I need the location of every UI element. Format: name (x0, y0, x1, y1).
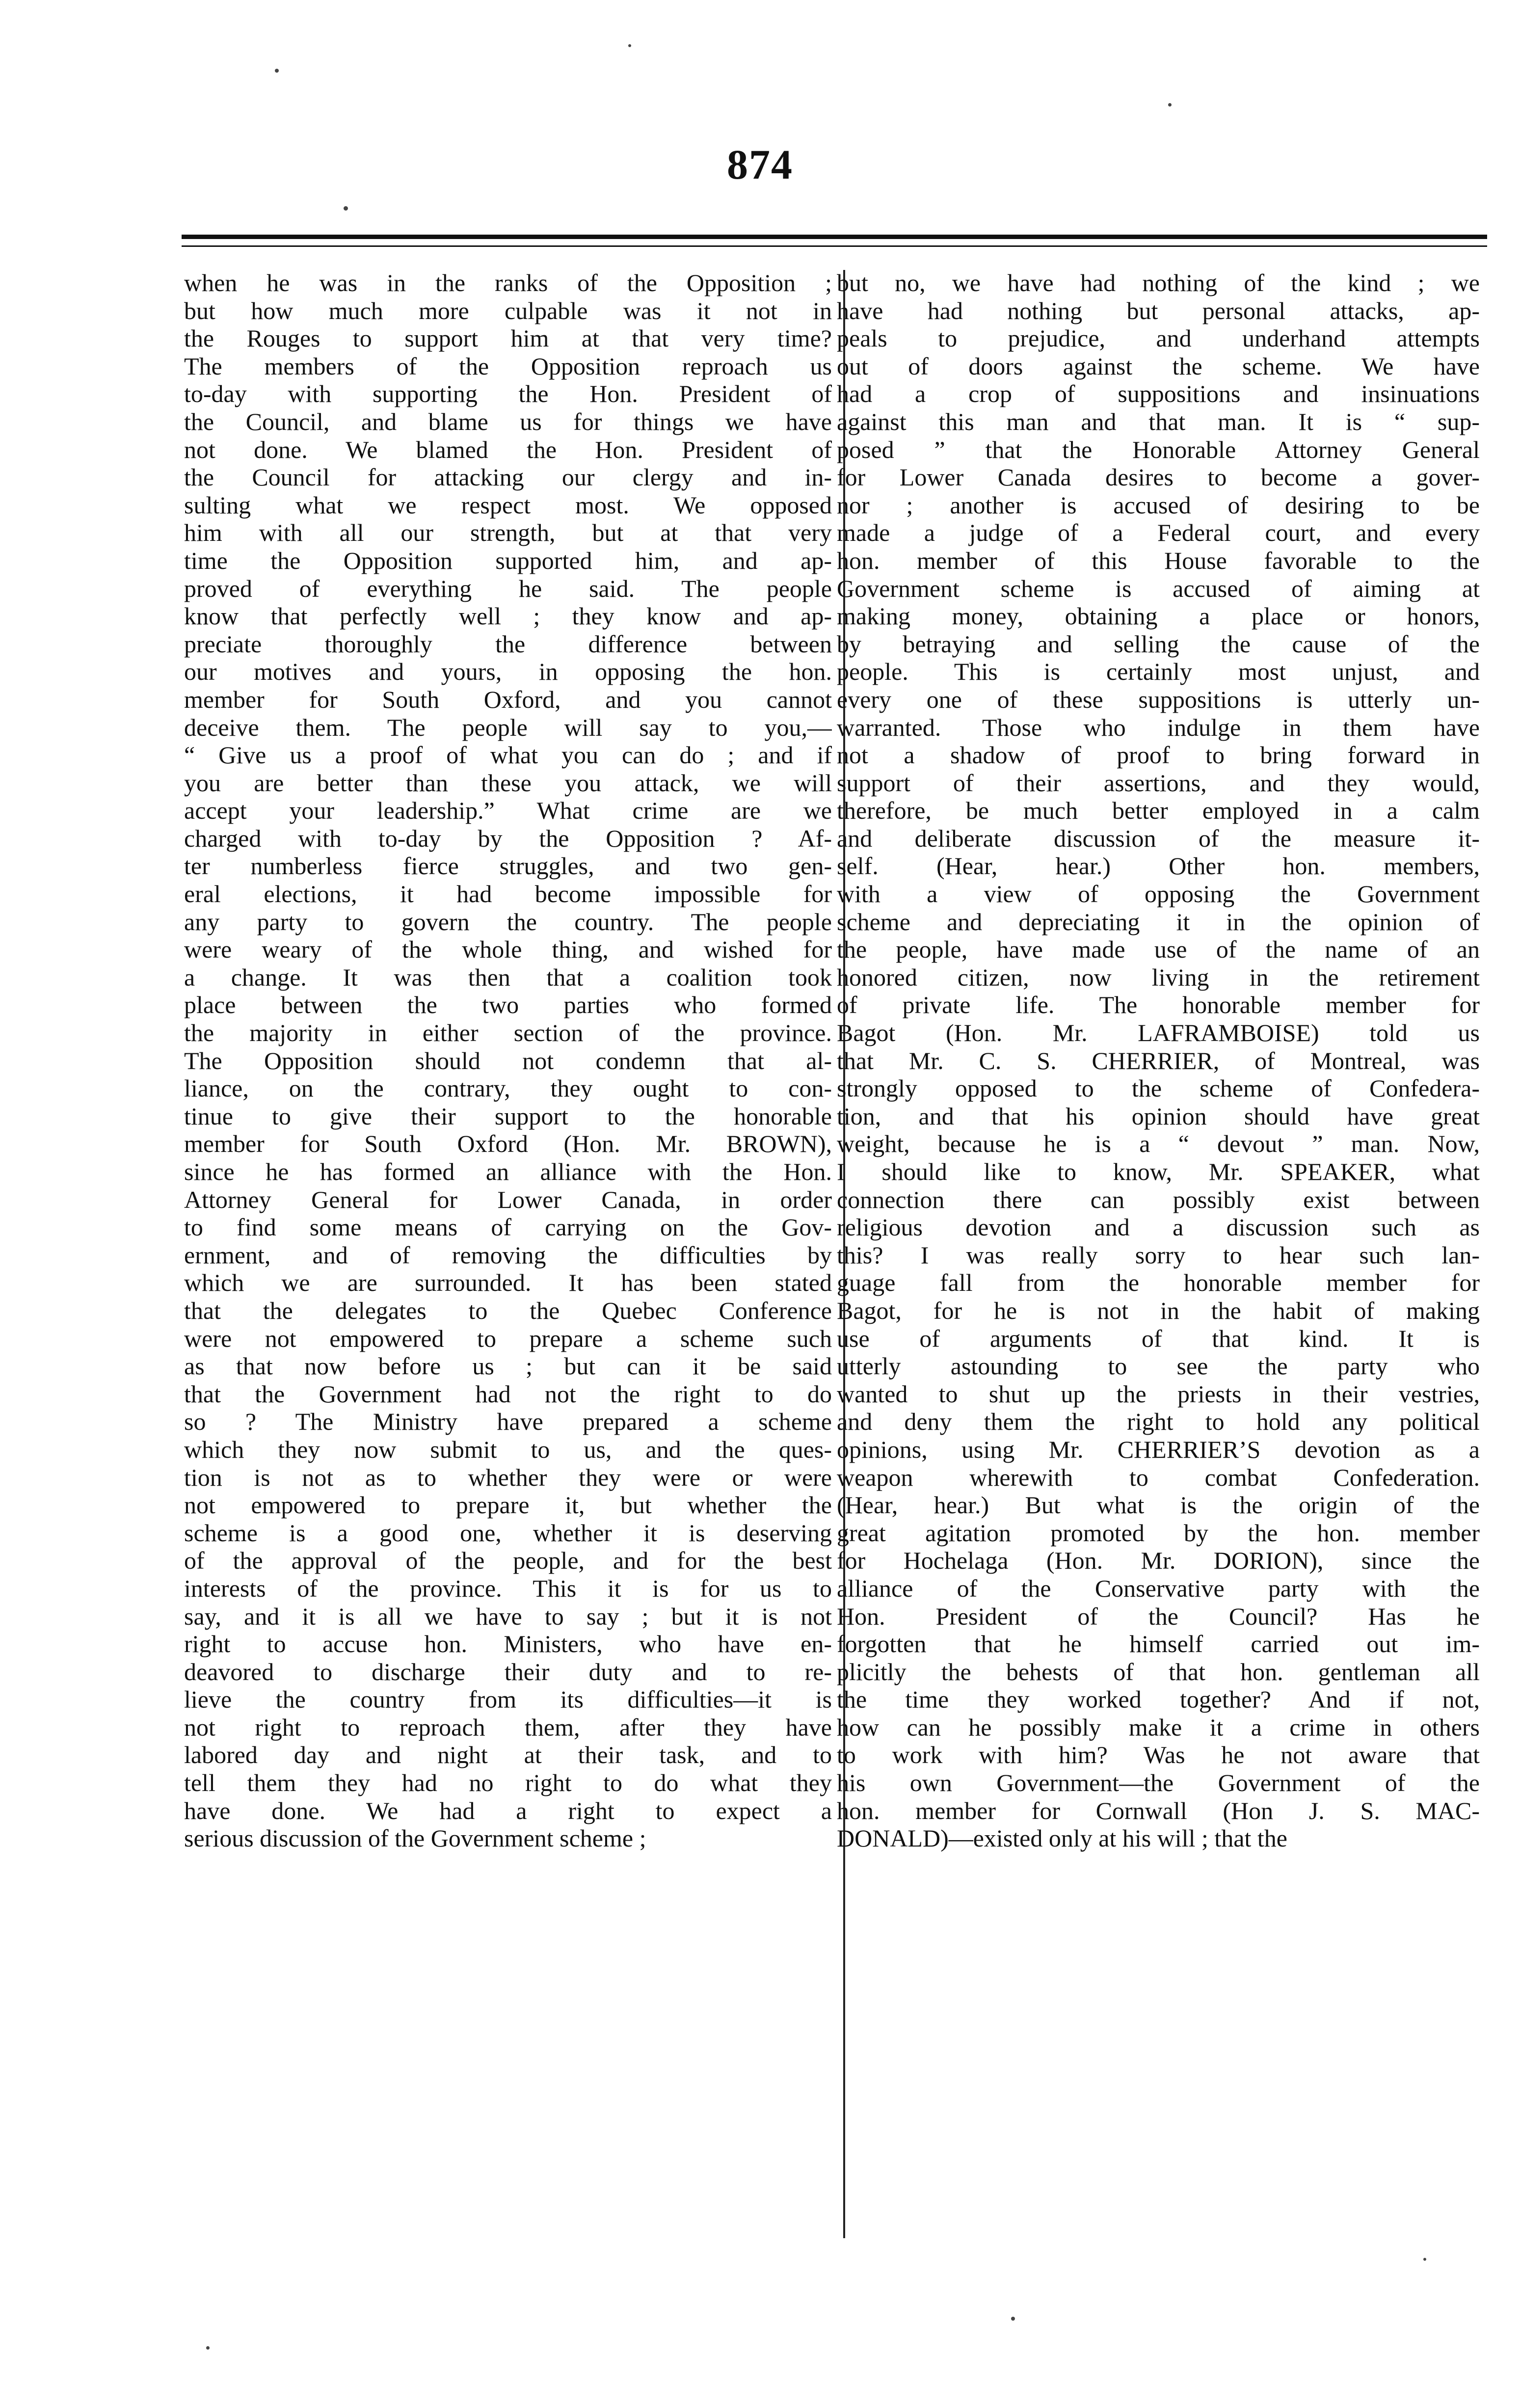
text-line: that Mr. C. S. CHERRIER, of Montreal, was (837, 1046, 1480, 1074)
text-line: labored day and night at their task, and to (184, 1741, 832, 1769)
text-line: Bagot, for he is not in the habit of making (837, 1296, 1480, 1324)
text-line: proved of everything he said. The people (184, 574, 832, 602)
print-speck (344, 206, 348, 211)
text-line: strongly opposed to the scheme of Confedera- (837, 1074, 1480, 1102)
text-line: not empowered to prepare it, but whether the (184, 1491, 832, 1519)
text-line: made a judge of a Federal court, and every (837, 519, 1480, 547)
print-speck (275, 69, 279, 73)
text-line: this? I was really sorry to hear such lan- (837, 1241, 1480, 1269)
text-line: tion, and that his opinion should have great (837, 1102, 1480, 1130)
text-line: that the delegates to the Quebec Conference (184, 1296, 832, 1324)
text-line: deceive them. The people will say to you,— (184, 713, 832, 741)
text-line: for Hochelaga (Hon. Mr. DORION), since the (837, 1547, 1480, 1575)
print-speck (1168, 103, 1172, 107)
text-line: him with all our strength, but at that very (184, 519, 832, 547)
text-line: peals to prejudice, and underhand attempts (837, 324, 1480, 352)
text-line: eral elections, it had become impossible for (184, 880, 832, 908)
text-line: ter numberless fierce struggles, and two gen- (184, 852, 832, 880)
text-line: member for South Oxford, and you cannot (184, 685, 832, 713)
text-line: right to accuse hon. Ministers, who have en- (184, 1630, 832, 1658)
text-line: use of arguments of that kind. It is (837, 1324, 1480, 1352)
text-line: tion is not as to whether they were or were (184, 1463, 832, 1491)
text-line: Attorney General for Lower Canada, in order (184, 1185, 832, 1213)
text-line: scheme and depreciating it in the opinion of (837, 908, 1480, 936)
text-line: sulting what we respect most. We opposed (184, 491, 832, 519)
text-line: were not empowered to prepare a scheme such (184, 1324, 832, 1352)
text-line: have done. We had a right to expect a (184, 1796, 832, 1824)
text-line: member for South Oxford (Hon. Mr. BROWN), (184, 1130, 832, 1158)
text-line: our motives and yours, in opposing the hon. (184, 658, 832, 686)
text-line: forgotten that he himself carried out im- (837, 1630, 1480, 1658)
text-line: support of their assertions, and they would, (837, 769, 1480, 797)
text-line: but how much more culpable was it not in (184, 296, 832, 324)
text-line: liance, on the contrary, they ought to con- (184, 1074, 832, 1102)
text-line: a change. It was then that a coalition took (184, 963, 832, 991)
text-line: plicitly the behests of that hon. gentleman all (837, 1658, 1480, 1686)
text-line: you are better than these you attack, we will (184, 769, 832, 797)
text-line: out of doors against the scheme. We have (837, 352, 1480, 380)
text-line: warranted. Those who indulge in them have (837, 713, 1480, 741)
text-line: the Council for attacking our clergy and in- (184, 463, 832, 491)
header-rule-thick (182, 235, 1487, 239)
text-line: interests of the province. This it is for us to (184, 1574, 832, 1602)
text-line: opinions, using Mr. CHERRIER’S devotion as a (837, 1435, 1480, 1463)
print-speck (206, 2346, 210, 2350)
text-line: his own Government—the Government of the (837, 1769, 1480, 1797)
text-line: guage fall from the honorable member for (837, 1269, 1480, 1297)
text-line: people. This is certainly most unjust, and (837, 658, 1480, 686)
text-line: connection there can possibly exist between (837, 1185, 1480, 1213)
text-line: lieve the country from its difficulties—it is (184, 1686, 832, 1713)
text-line: ernment, and of removing the difficulties by (184, 1241, 832, 1269)
text-line: for Lower Canada desires to become a gover- (837, 463, 1480, 491)
text-line: DONALD)—existed only at his will ; that the (837, 1824, 1287, 1852)
text-line: which we are surrounded. It has been stated (184, 1269, 832, 1297)
text-line: weapon wherewith to combat Confederation. (837, 1463, 1480, 1491)
page-number: 874 (727, 141, 793, 188)
text-line: place between the two parties who formed (184, 991, 832, 1019)
text-line: know that perfectly well ; they know and ap- (184, 602, 832, 630)
text-line: as that now before us ; but can it be said (184, 1352, 832, 1380)
text-line: have had nothing but personal attacks, ap- (837, 296, 1480, 324)
right-column (837, 269, 1480, 2242)
text-line: were weary of the whole thing, and wished for (184, 936, 832, 963)
text-line: and deny them the right to hold any political (837, 1408, 1480, 1436)
text-line: weight, because he is a “ devout ” man. Now, (837, 1130, 1480, 1158)
print-speck (1011, 2317, 1015, 2321)
text-line: alliance of the Conservative party with the (837, 1574, 1480, 1602)
text-line: charged with to-day by the Opposition ? Af- (184, 824, 832, 852)
text-line: every one of these suppositions is utterly un- (837, 685, 1480, 713)
text-line: by betraying and selling the cause of the (837, 630, 1480, 658)
text-line: had a crop of suppositions and insinuations (837, 380, 1480, 408)
text-line: the Rouges to support him at that very time? (184, 324, 832, 352)
print-speck (628, 44, 631, 47)
text-line: nor ; another is accused of desiring to be (837, 491, 1480, 519)
header-rule-thin (182, 245, 1487, 247)
text-line: great agitation promoted by the hon. member (837, 1519, 1480, 1547)
text-line: and deliberate discussion of the measure it- (837, 824, 1480, 852)
text-line: serious discussion of the Government scheme ; (184, 1824, 646, 1852)
text-line: self. (Hear, hear.) Other hon. members, (837, 852, 1480, 880)
text-line: tinue to give their support to the honorable (184, 1102, 832, 1130)
text-line: wanted to shut up the priests in their vestries, (837, 1380, 1480, 1408)
text-line: Hon. President of the Council? Has he (837, 1602, 1480, 1630)
text-line: posed ” that the Honorable Attorney General (837, 435, 1480, 463)
text-line: but no, we have had nothing of the kind ; we (837, 269, 1480, 296)
left-column (184, 269, 832, 2242)
text-line: the time they worked together? And if not, (837, 1686, 1480, 1713)
text-line: utterly astounding to see the party who (837, 1352, 1480, 1380)
text-line: deavored to discharge their duty and to re- (184, 1658, 832, 1686)
text-line: making money, obtaining a place or honors, (837, 602, 1480, 630)
text-line: The Opposition should not condemn that al- (184, 1046, 832, 1074)
text-line: so ? The Ministry have prepared a scheme (184, 1408, 832, 1436)
print-speck (1423, 2258, 1426, 2261)
text-line: say, and it is all we have to say ; but it is not (184, 1602, 832, 1630)
text-line: of the approval of the people, and for the best (184, 1547, 832, 1575)
text-line: not a shadow of proof to bring forward in (837, 741, 1480, 769)
text-line: not right to reproach them, after they have (184, 1713, 832, 1741)
text-line: therefore, be much better employed in a calm (837, 797, 1480, 825)
text-line: Bagot (Hon. Mr. LAFRAMBOISE) told us (837, 1019, 1480, 1047)
text-line: any party to govern the country. The people (184, 908, 832, 936)
text-line: which they now submit to us, and the ques- (184, 1435, 832, 1463)
text-line: honored citizen, now living in the retirement (837, 963, 1480, 991)
text-line: the majority in either section of the province. (184, 1019, 832, 1047)
text-line: not done. We blamed the Hon. President of (184, 435, 832, 463)
text-line: to-day with supporting the Hon. President of (184, 380, 832, 408)
text-line: of private life. The honorable member for (837, 991, 1480, 1019)
text-line: tell them they had no right to do what they (184, 1769, 832, 1797)
text-line: (Hear, hear.) But what is the origin of the (837, 1491, 1480, 1519)
text-line: Government scheme is accused of aiming at (837, 574, 1480, 602)
text-line: with a view of opposing the Government (837, 880, 1480, 908)
text-line: time the Opposition supported him, and ap- (184, 546, 832, 574)
text-line: hon. member for Cornwall (Hon J. S. MAC- (837, 1796, 1480, 1824)
text-line: preciate thoroughly the difference between (184, 630, 832, 658)
text-line: to work with him? Was he not aware that (837, 1741, 1480, 1769)
text-line: against this man and that man. It is “ sup- (837, 407, 1480, 435)
text-line: since he has formed an alliance with the Hon. (184, 1158, 832, 1185)
text-line: religious devotion and a discussion such as (837, 1213, 1480, 1241)
text-line: scheme is a good one, whether it is deserving (184, 1519, 832, 1547)
text-line: how can he possibly make it a crime in others (837, 1713, 1480, 1741)
text-line: that the Government had not the right to do (184, 1380, 832, 1408)
text-line: The members of the Opposition reproach us (184, 352, 832, 380)
text-line: the Council, and blame us for things we have (184, 407, 832, 435)
text-line: hon. member of this House favorable to the (837, 546, 1480, 574)
text-line: to find some means of carrying on the Gov- (184, 1213, 832, 1241)
text-line: the people, have made use of the name of an (837, 936, 1480, 963)
text-line: I should like to know, Mr. SPEAKER, what (837, 1158, 1480, 1185)
text-line: accept your leadership.” What crime are we (184, 797, 832, 825)
text-line: “ Give us a proof of what you can do ; and if (184, 741, 832, 769)
text-line: when he was in the ranks of the Opposition ; (184, 269, 832, 296)
